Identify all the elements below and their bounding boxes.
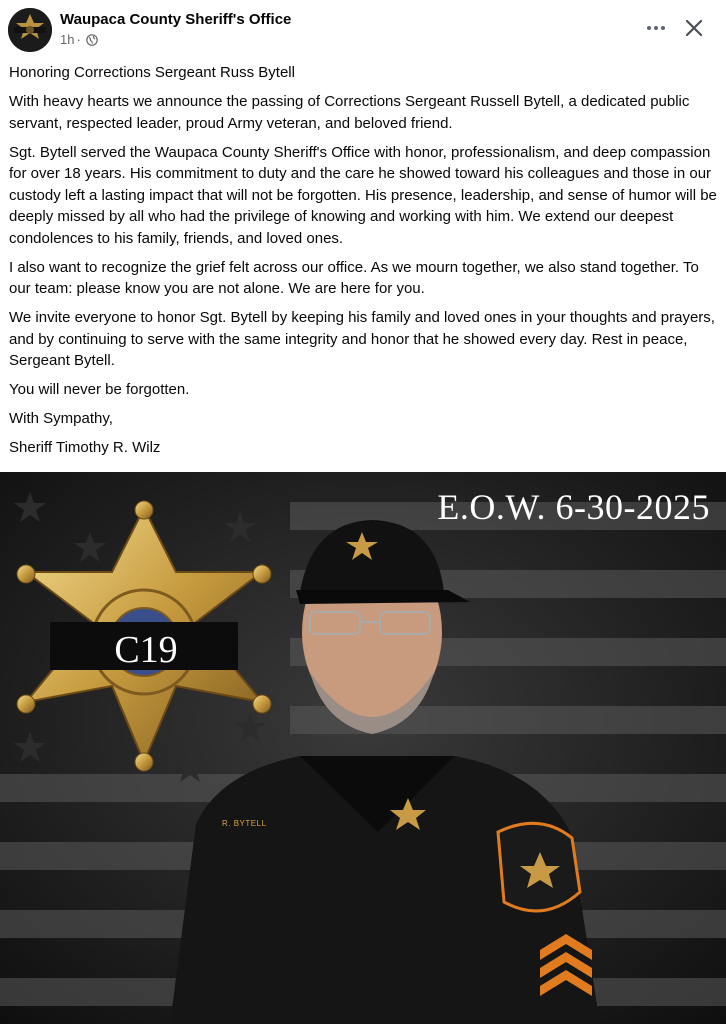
post-paragraph: With heavy hearts we announce the passing of Corrections Sergeant Russell Bytell, a dedicated public servant, respected leader, proud Army veteran, and beloved friend. bbox=[9, 93, 690, 132]
post-title-line: Honoring Corrections Sergeant Russ Bytell bbox=[9, 64, 295, 81]
post-signoff: With Sympathy, bbox=[9, 410, 113, 427]
globe-icon[interactable] bbox=[86, 34, 98, 46]
end-of-watch-date: E.O.W. 6-30-2025 bbox=[437, 487, 710, 527]
memorial-artwork bbox=[0, 472, 726, 1024]
badge-logo-icon bbox=[8, 8, 52, 52]
page-avatar[interactable] bbox=[8, 8, 52, 52]
post-paragraph: I also want to recognize the grief felt across our office. As we mourn together, we also stand together. To our team: please know you are not alone. We are here for you. bbox=[9, 258, 699, 297]
post-signature: Sheriff Timothy R. Wilz bbox=[9, 439, 161, 456]
post-time[interactable]: 1h bbox=[60, 32, 75, 47]
close-icon[interactable] bbox=[680, 14, 708, 42]
badge-number: C19 bbox=[114, 629, 178, 671]
post-paragraph: You will never be forgotten. bbox=[9, 381, 190, 398]
post-text bbox=[9, 62, 721, 466]
post-paragraph: Sgt. Bytell served the Waupaca County Sheriff's Office with honor, professionalism, and deep compassion for over 18 years. His commitment to duty and the care he showed toward his colleagues and those in our custody left a lasting impact that will not be forgotten. His presence, leadership, and sense of humor will be deeply missed by all who had the privilege of knowing and working with him. We extend our deepest condolences to his family, friends, and loved ones. bbox=[9, 143, 717, 247]
meta-separator: · bbox=[76, 32, 81, 47]
uniform-name-tag: R. BYTELL bbox=[222, 819, 267, 828]
page-name[interactable]: Waupaca County Sheriff's Office bbox=[60, 11, 292, 28]
more-options-icon[interactable] bbox=[640, 16, 672, 40]
post-meta bbox=[60, 32, 98, 47]
post-paragraph: We invite everyone to honor Sgt. Bytell by keeping his family and loved ones in your thoughts and prayers, and by continuing to serve with the same integrity and honor that he showed every day. Rest in peace, Sergeant Bytell. bbox=[9, 309, 715, 369]
memorial-photo[interactable] bbox=[0, 472, 726, 1024]
post-header bbox=[0, 0, 726, 58]
